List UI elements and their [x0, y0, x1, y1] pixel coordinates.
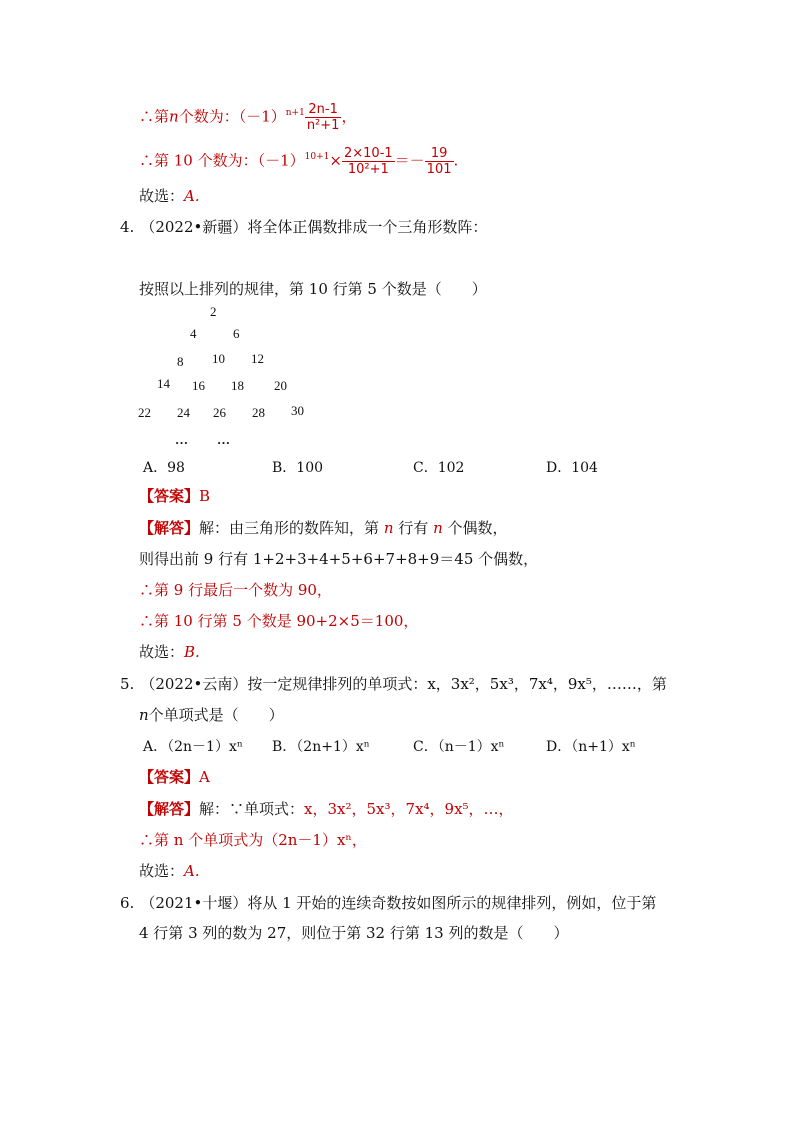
triangle-number: 4 — [190, 326, 197, 341]
prev-choose: 故选：A. — [139, 187, 200, 205]
triangle-number: 20 — [274, 378, 287, 393]
triangle-number: 2 — [210, 304, 217, 319]
triangle-ellipsis: … — [217, 432, 230, 447]
q4-question: 按照以上排列的规律，第 10 行第 5 个数是（ ） — [139, 280, 487, 298]
q5-choose: 故选：A. — [139, 862, 200, 880]
q4-stem: 4. （2022•新疆）将全体正偶数排成一个三角形数阵： — [120, 218, 488, 236]
q5-option-b: B．（2n+1）xⁿ — [272, 739, 370, 755]
q6-stem: 6. （2021•十堰）将从 1 开始的连续奇数按如图所示的规律排列，例如，位于第 — [120, 894, 657, 912]
q4-option-d: D．104 — [546, 460, 598, 476]
q4-option-b: B．100 — [272, 460, 324, 476]
q4-solution-line-3: ∴第 9 行最后一个数为 90， — [139, 581, 332, 599]
q5-solution-line-2: ∴第 n 个单项式为（2n－1）xⁿ， — [139, 831, 367, 849]
fraction-2x10-1-over-102+1: $\frac{2\times 10-1}{\text{10²+1}}$ — [343, 146, 393, 177]
fraction-2n-1-over-n2+1: $\frac{2n-1}{\text{n²+1}}$ — [306, 102, 340, 133]
q5-option-a: A．（2n－1）xⁿ — [143, 739, 243, 755]
q4-option-a: A．98 — [143, 460, 185, 476]
triangle-number: 22 — [138, 405, 151, 420]
triangle-number: 28 — [252, 405, 265, 420]
triangle-ellipsis: … — [175, 432, 188, 447]
prev-solution-line-1: ∴第n个数为：$(-1)^{n+1}$ $\frac{2n-1}{\text{n²+1}}$ ， — [139, 102, 357, 133]
q5-answer: 【答案】A — [139, 768, 210, 786]
q5-stem-2: n个单项式是（ ） — [139, 706, 284, 724]
q5-option-d: D．（n+1）xⁿ — [546, 739, 636, 755]
triangle-number: 18 — [231, 378, 244, 393]
q4-solution-line-1: 【解答】解：由三角形的数阵知，第 n 行有 n 个偶数， — [139, 519, 508, 537]
triangle-number: 24 — [177, 405, 190, 420]
triangle-number: 8 — [177, 354, 184, 369]
q4-choose: 故选：B. — [139, 643, 200, 661]
q4-solution-line-4: ∴第 10 行第 5 个数是 90+2×5＝100， — [139, 612, 419, 630]
q4-answer: 【答案】B — [139, 487, 211, 505]
q4-option-c: C．102 — [413, 460, 465, 476]
triangle-number: 10 — [212, 351, 225, 366]
q6-stem-2: 4 行第 3 列的数为 27，则位于第 32 行第 13 列的数是（ ） — [139, 924, 569, 942]
triangle-number: 30 — [291, 403, 304, 418]
triangle-number: 16 — [192, 378, 205, 393]
triangle-number: 14 — [157, 376, 170, 391]
triangle-number: 12 — [251, 351, 264, 366]
fraction-19-over-101: $\frac{19}{101}$ — [426, 146, 452, 177]
triangle-number: 6 — [233, 326, 240, 341]
q5-solution-line-1: 【解答】解：∵单项式：x，3x²，5x³，7x⁴，9x⁵，…， — [139, 800, 514, 818]
q4-solution-line-2: 则得出前 9 行有 1+2+3+4+5+6+7+8+9＝45 个偶数， — [139, 550, 539, 568]
triangle-number: 26 — [213, 405, 226, 420]
q5-option-c: C．（n－1）xⁿ — [413, 739, 505, 755]
prev-solution-line-2: ∴第 10 个数为：$(-1)^{10+1}\times$ $\frac{2\times 10-1}{\text{10²+1}}$ ＝－ $\frac{19}{101}$ . — [139, 146, 459, 177]
q5-stem: 5. （2022•云南）按一定规律排列的单项式：x，3x²，5x³，7x⁴，9x⁵，……，第 — [120, 675, 667, 693]
